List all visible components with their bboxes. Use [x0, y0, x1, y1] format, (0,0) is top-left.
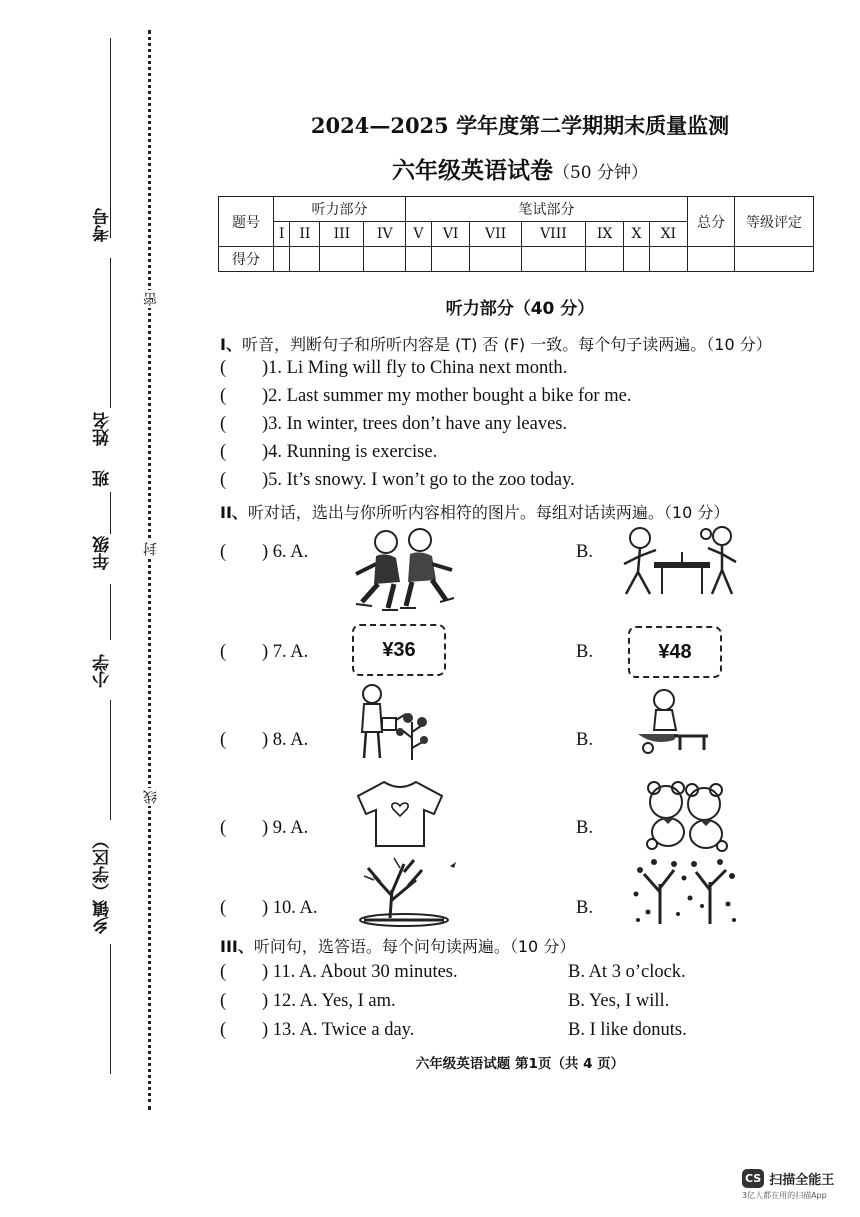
tshirt-picture	[354, 778, 446, 850]
ping-pong-picture	[618, 524, 742, 604]
question-8: ( ) 8. A.	[220, 730, 309, 750]
numeral-cell: I	[274, 222, 290, 247]
numeral-cell: VII	[470, 222, 521, 247]
numeral-cell: VIII	[521, 222, 585, 247]
numeral-cell: IX	[586, 222, 624, 247]
grade-input-cell[interactable]	[735, 247, 814, 272]
option-8b-label: B.	[576, 730, 593, 750]
question-2: ( )2. Last summer my mother bought a bike for me.	[220, 386, 632, 406]
total-header-cell: 总分	[688, 197, 735, 247]
question-1: ( )1. Li Ming will fly to China next month.	[220, 358, 568, 378]
section3-num: III、	[220, 937, 254, 956]
option-13b: B. I like donuts.	[568, 1020, 687, 1040]
seal-mi: 密	[143, 292, 159, 306]
bare-tree-picture	[354, 856, 464, 928]
score-input-cell[interactable]	[274, 247, 290, 272]
section2-instruction	[220, 500, 729, 523]
listening-header-cell: 听力部分	[274, 197, 406, 222]
score-input-cell[interactable]	[364, 247, 406, 272]
score-input-cell[interactable]	[649, 247, 687, 272]
section2-text: 听对话，选出与你所听内容相符的图片。每组对话读两遍。（10 分）	[247, 503, 730, 522]
listening-section-header: 听力部分（40 分）	[445, 299, 595, 319]
numeral-cell: III	[320, 222, 364, 247]
exam-title: 2024—2025 学年度第二学期期末质量监测	[310, 113, 730, 138]
numeral-cell: X	[624, 222, 649, 247]
subtitle-text: 六年级英语试卷	[391, 157, 553, 184]
seal-feng: 封	[143, 542, 159, 556]
option-9b-label: B.	[576, 818, 593, 838]
watermark-tagline: 3亿人都在用的扫描App	[742, 1191, 827, 1200]
price-48-card: ¥48	[628, 626, 722, 678]
grade-eval-header-cell: 等级评定	[735, 197, 814, 247]
score-input-cell[interactable]	[521, 247, 585, 272]
price-36-card: ¥36	[352, 624, 446, 676]
town-label: 乡镇（学区）	[93, 832, 113, 934]
question-4: ( )4. Running is exercise.	[220, 442, 438, 462]
section2-num: II、	[220, 503, 248, 522]
watermark-name: 扫描全能王	[769, 1173, 835, 1188]
grade-line	[110, 584, 111, 640]
seal-xian: 线	[143, 790, 159, 804]
score-input-cell[interactable]	[431, 247, 470, 272]
numeral-cell: II	[290, 222, 320, 247]
numeral-cell: VI	[431, 222, 470, 247]
question-3: ( )3. In winter, trees don’t have any leaves.	[220, 414, 568, 434]
section1-text: 听音，判断句子和所听内容是 (T) 否 (F) 一致。每个句子读两遍。（10 分）	[241, 335, 772, 354]
row-label-defen: 得分	[219, 247, 274, 272]
option-7b-label: B.	[576, 642, 593, 662]
school-label: 小学	[93, 654, 113, 688]
total-input-cell[interactable]	[688, 247, 735, 272]
option-12b: B. Yes, I will.	[568, 991, 670, 1011]
name-line	[110, 258, 111, 408]
writing-header-cell: 笔试部分	[406, 197, 688, 222]
section1-num: I、	[220, 335, 242, 354]
class-line	[110, 492, 111, 534]
question-13: ( ) 13. A. Twice a day.	[220, 1020, 415, 1040]
cs-logo-icon: CS	[742, 1169, 764, 1188]
question-11: ( ) 11. A. About 30 minutes.	[220, 962, 458, 982]
page-footer: 六年级英语试题 第1页（共 4 页）	[415, 1056, 625, 1072]
autumn-trees-picture	[630, 854, 740, 930]
question-7: ( ) 7. A.	[220, 642, 309, 662]
question-12: ( ) 12. A. Yes, I am.	[220, 991, 396, 1011]
name-label: 姓名	[93, 412, 113, 446]
teddy-bears-picture	[642, 778, 736, 854]
numeral-cell: IV	[364, 222, 406, 247]
exam-subtitle	[0, 152, 860, 185]
scanner-watermark	[742, 1168, 834, 1201]
score-input-cell[interactable]	[624, 247, 649, 272]
grade-label: 年级	[93, 536, 113, 570]
town-line	[110, 944, 111, 1074]
numeral-cell: XI	[649, 222, 687, 247]
option-10b-label: B.	[576, 898, 593, 918]
question-9: ( ) 9. A.	[220, 818, 309, 838]
score-table	[218, 196, 814, 272]
option-11b: B. At 3 o’clock.	[568, 962, 686, 982]
class-label: 班	[93, 470, 113, 487]
skating-kids-picture	[348, 524, 458, 614]
score-input-cell[interactable]	[470, 247, 521, 272]
girl-watering-plants-picture	[352, 682, 432, 764]
school-line	[110, 700, 111, 820]
score-input-cell[interactable]	[586, 247, 624, 272]
child-wheelbarrow-picture	[634, 688, 714, 758]
question-10: ( ) 10. A.	[220, 898, 318, 918]
section1-instruction	[220, 332, 772, 355]
row-label-tihao: 题号	[219, 197, 274, 247]
score-input-cell[interactable]	[320, 247, 364, 272]
score-input-cell[interactable]	[290, 247, 320, 272]
exam-no-label: 考号	[93, 208, 113, 242]
score-input-cell[interactable]	[406, 247, 432, 272]
question-6: ( ) 6. A.	[220, 542, 309, 562]
option-6b-label: B.	[576, 542, 593, 562]
question-5: ( )5. It’s snowy. I won’t go to the zoo today.	[220, 470, 575, 490]
duration: （50 分钟）	[552, 163, 649, 183]
numeral-cell: V	[406, 222, 432, 247]
section3-instruction	[220, 934, 575, 957]
section3-text: 听问句，选答语。每个问句读两遍。（10 分）	[253, 937, 576, 956]
seal-dotted-line	[148, 30, 151, 1110]
